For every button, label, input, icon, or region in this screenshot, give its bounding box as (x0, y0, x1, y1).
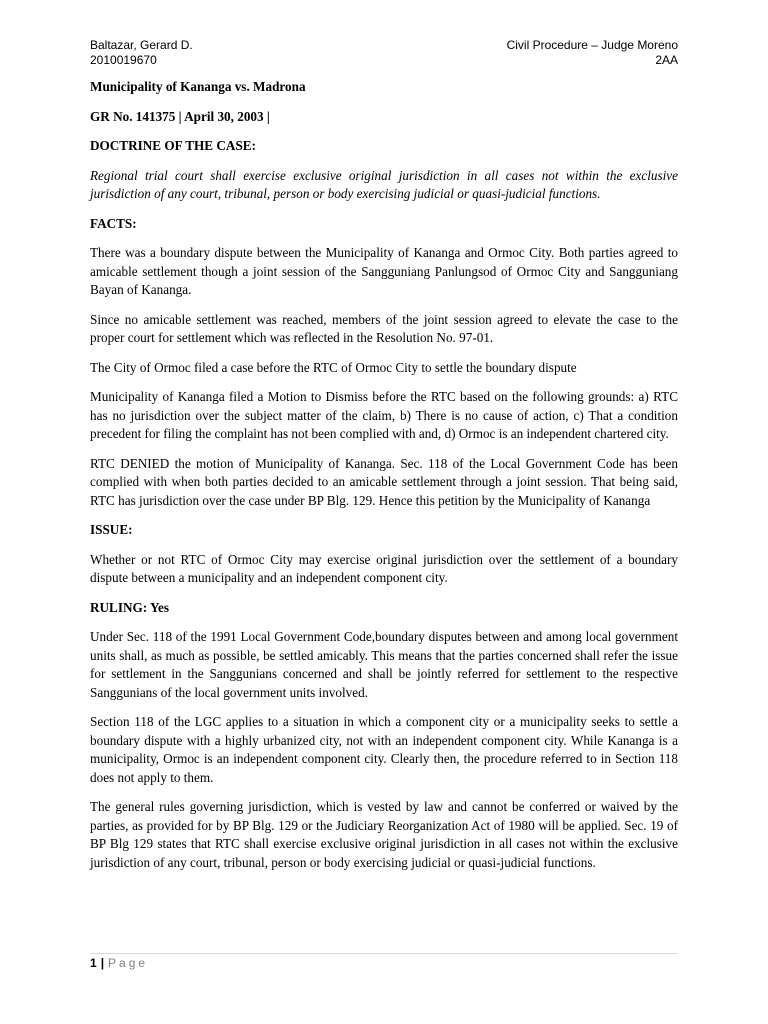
issue-heading: ISSUE: (90, 522, 133, 537)
doctrine-text: Regional trial court shall exercise exclusive original jurisdiction in all cases not within the exclusive jurisdiction of any court, tribunal, person or body exercising judicial or quasi-judicial functions. (90, 167, 678, 201)
case-title: Municipality of Kananga vs. Madrona (90, 79, 306, 94)
header-right (507, 38, 678, 68)
case-gr-number: GR No. 141375 | April 30, 2003 | (90, 108, 270, 124)
facts-paragraph: The City of Ormoc filed a case before the RTC of Ormoc City to settle the boundary dispute (90, 359, 577, 375)
section-code: 2AA (655, 53, 678, 67)
page-number: 1 (90, 956, 97, 970)
header-left (90, 38, 193, 68)
facts-paragraph: RTC DENIED the motion of Municipality of Kananga. Sec. 118 of the Local Government Code has been complied with when both parties decided to an amicable settlement through a joint session. That being said, RTC has jurisdiction over the case under BP Blg. 129. Hence this petition by the Municipality of Kananga (90, 455, 678, 508)
issue-text: Whether or not RTC of Ormoc City may exercise original jurisdiction over the settlement of a boundary dispute between a municipality and an independent component city. (90, 551, 678, 585)
ruling-paragraph: Under Sec. 118 of the 1991 Local Government Code,boundary disputes between and among local government units shall, as much as possible, be settled amicably. This means that the parties concerned shall refer the issue for settlement in the Sanggunians concerned and shall be jointly referred for settlement to the respective Sanggunians of the local government units involved. (90, 629, 678, 700)
facts-paragraph: Since no amicable settlement was reached, members of the joint session agreed to elevate the case to the proper court for settlement which was reflected in the Resolution No. 97-01. (90, 311, 678, 345)
student-id: 2010019670 (90, 53, 157, 67)
footer-separator: | (100, 956, 105, 970)
page-footer (90, 956, 148, 970)
footer-divider (90, 953, 678, 954)
page-label: Page (108, 956, 149, 970)
course-title: Civil Procedure – Judge Moreno (506, 38, 678, 52)
facts-paragraph: Municipality of Kananga filed a Motion to Dismiss before the RTC based on the following grounds: a) RTC has no jurisdiction over the subject matter of the claim, b) There is no cause of action, c) That a condition precedent for filing the complaint has not been complied with and, d) Ormoc is an independent chartered city. (90, 389, 678, 441)
doctrine-heading: DOCTRINE OF THE CASE: (90, 138, 256, 153)
ruling-paragraph: The general rules governing jurisdiction, which is vested by law and cannot be conferred or waived by the parties, as provided for by BP Blg. 129 or the Judiciary Reorganization Act of 1980 will be applied. Sec. 19 of BP Blg 129 states that RTC shall exercise exclusive original jurisdiction in all cases not within the exclusive jurisdiction of any court, tribunal, person or body exercising judicial or quasi-judicial functions. (90, 799, 678, 870)
ruling-paragraph: Section 118 of the LGC applies to a situation in which a component city or a municipality seeks to settle a boundary dispute with a highly urbanized city, not with an independent component city. While Kananga is a municipality, Ormoc is an independent component city. Clearly then, the procedure referred to in Section 118 does not apply to them. (90, 714, 678, 785)
author-name: Baltazar, Gerard D. (90, 38, 193, 52)
ruling-heading: RULING: Yes (90, 599, 170, 615)
facts-paragraph: There was a boundary dispute between the Municipality of Kananga and Ormoc City. Both parties agreed to amicable settlement though a joint session of the Sangguniang Panlungsod of Ormoc City and Sangguniang Bayan of Kananga. (90, 245, 678, 297)
facts-heading: FACTS: (90, 215, 137, 231)
document-body (90, 78, 678, 883)
